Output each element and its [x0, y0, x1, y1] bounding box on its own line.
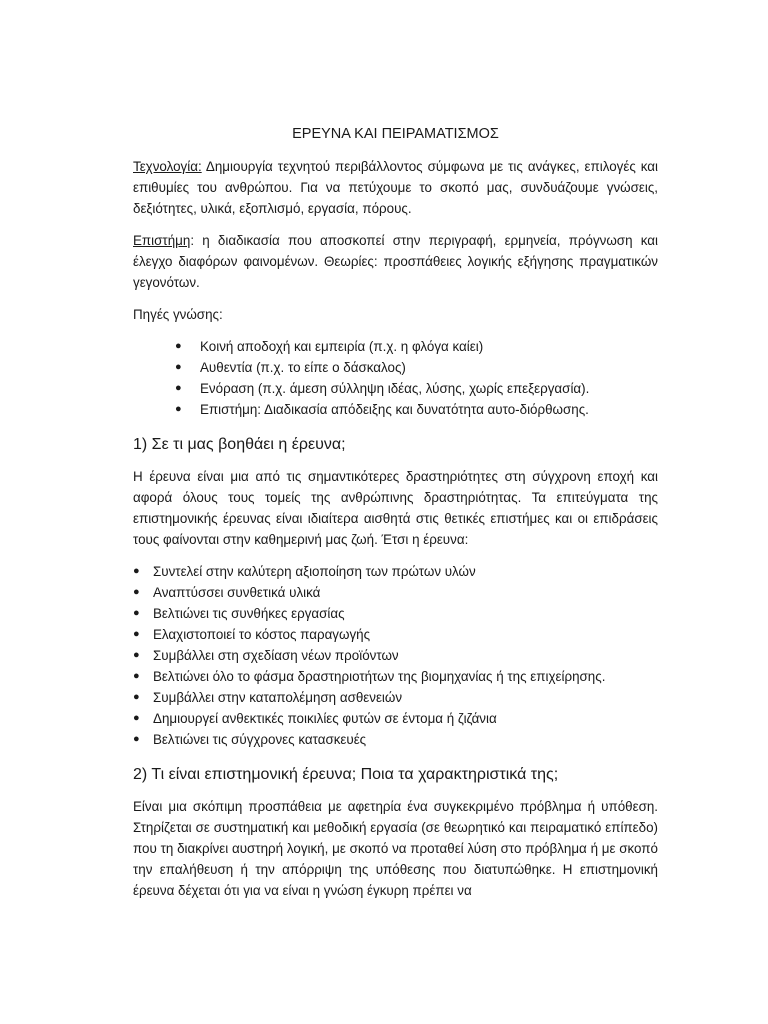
- list-item: ● Ενόραση (π.χ. άμεση σύλληψη ιδέας, λύσης, χωρίς επεξεργασία).: [133, 378, 658, 399]
- section1-paragraph: Η έρευνα είναι μια από τις σημαντικότερες δραστηριότητες στη σύγχρονη εποχή και αφορά όλους τους τομείς της ανθρώπινης δραστηριότητας. Τα επιτεύγματα της επιστημονικής έρευνας είναι ιδιαίτερα αισθητά στις θετικές επιστήμες και οι επιδράσεις τους φαίνονται στην καθημερινή μας ζωή. Έτσι η έρευνα:: [133, 469, 658, 547]
- technology-paragraph: [133, 156, 658, 219]
- bullet-icon: ●: [133, 586, 140, 598]
- science-paragraph: [133, 230, 658, 293]
- bullet-icon: ●: [175, 403, 182, 415]
- list-item: ● Κοινή αποδοχή και εμπειρία (π.χ. η φλόγα καίει): [133, 336, 658, 357]
- technology-text: Δημιουργία τεχνητού περιβάλλοντος σύμφωνα με τις ανάγκες, επιλογές και επιθυμίες του ανθρώπου. Για να πετύχουμε το σκοπό μας, συνδυάζουμε γνώσεις, δεξιότητες, υλικά, εξοπλισμό, εργασία, πόρους.: [133, 159, 658, 216]
- bullet-icon: ●: [175, 382, 182, 394]
- sources-heading: Πηγές γνώσης:: [133, 307, 223, 322]
- list-item: ● Δημιουργεί ανθεκτικές ποικιλίες φυτών σε έντομα ή ζιζάνια: [133, 708, 658, 729]
- list-item: ● Συμβάλλει στην καταπολέμηση ασθενειών: [133, 687, 658, 708]
- research-benefits-list: [133, 561, 658, 750]
- list-item: ● Βελτιώνει τις συνθήκες εργασίας: [133, 603, 658, 624]
- list-item: ● Συντελεί στην καλύτερη αξιοποίηση των πρώτων υλών: [133, 561, 658, 582]
- list-item: ● Συμβάλλει στη σχεδίαση νέων προϊόντων: [133, 645, 658, 666]
- section1-heading: 1) Σε τι μας βοηθάει η έρευνα;: [133, 436, 346, 453]
- bullet-icon: ●: [133, 712, 140, 724]
- bullet-icon: ●: [133, 670, 140, 682]
- bullet-icon: ●: [175, 340, 182, 352]
- bullet-icon: ●: [175, 361, 182, 373]
- sources-list: [133, 336, 658, 420]
- document-title: ΕΡΕΥΝΑ ΚΑΙ ΠΕΙΡΑΜΑΤΙΣΜΟΣ: [292, 126, 499, 142]
- list-item: ● Ελαχιστοποιεί το κόστος παραγωγής: [133, 624, 658, 645]
- bullet-icon: ●: [133, 733, 140, 745]
- document-content: [133, 124, 658, 901]
- list-item: ● Βελτιώνει τις σύγχρονες κατασκευές: [133, 729, 658, 750]
- science-label: Επιστήμη: [133, 233, 191, 248]
- bullet-icon: ●: [133, 628, 140, 640]
- list-item: ● Επιστήμη: Διαδικασία απόδειξης και δυνατότητα αυτο-διόρθωσης.: [133, 399, 658, 420]
- bullet-icon: ●: [133, 691, 140, 703]
- technology-label: Τεχνολογία:: [133, 159, 202, 174]
- section2-heading: 2) Τι είναι επιστημονική έρευνα; Ποια τα χαρακτηριστικά της;: [133, 766, 559, 783]
- bullet-icon: ●: [133, 565, 140, 577]
- list-item: ● Αναπτύσσει συνθετικά υλικά: [133, 582, 658, 603]
- section2-paragraph: Είναι μια σκόπιμη προσπάθεια με αφετηρία ένα συγκεκριμένο πρόβλημα ή υπόθεση. Στηρίζεται σε συστηματική και μεθοδική εργασία (σε θεωρητικό και πειραματικό επίπεδο) που τη διακρίνει αυστηρή λογική, με σκοπό να προταθεί λύση στο πρόβλημα ή με σκοπό την επαλήθευση ή την απόρριψη της υπόθεσης που διατυπώθηκε. Η επιστημονική έρευνα δέχεται ότι για να είναι η γνώση έγκυρη πρέπει να: [133, 799, 658, 898]
- science-text: : η διαδικασία που αποσκοπεί στην περιγραφή, ερμηνεία, πρόγνωση και έλεγχο διαφόρων φαινομένων. Θεωρίες: προσπάθειες λογικής εξήγησης πραγματικών γεγονότων.: [133, 233, 658, 290]
- bullet-icon: ●: [133, 649, 140, 661]
- list-item: ● Αυθεντία (π.χ. το είπε ο δάσκαλος): [133, 357, 658, 378]
- list-item: ● Βελτιώνει όλο το φάσμα δραστηριοτήτων της βιομηχανίας ή της επιχείρησης.: [133, 666, 658, 687]
- bullet-icon: ●: [133, 607, 140, 619]
